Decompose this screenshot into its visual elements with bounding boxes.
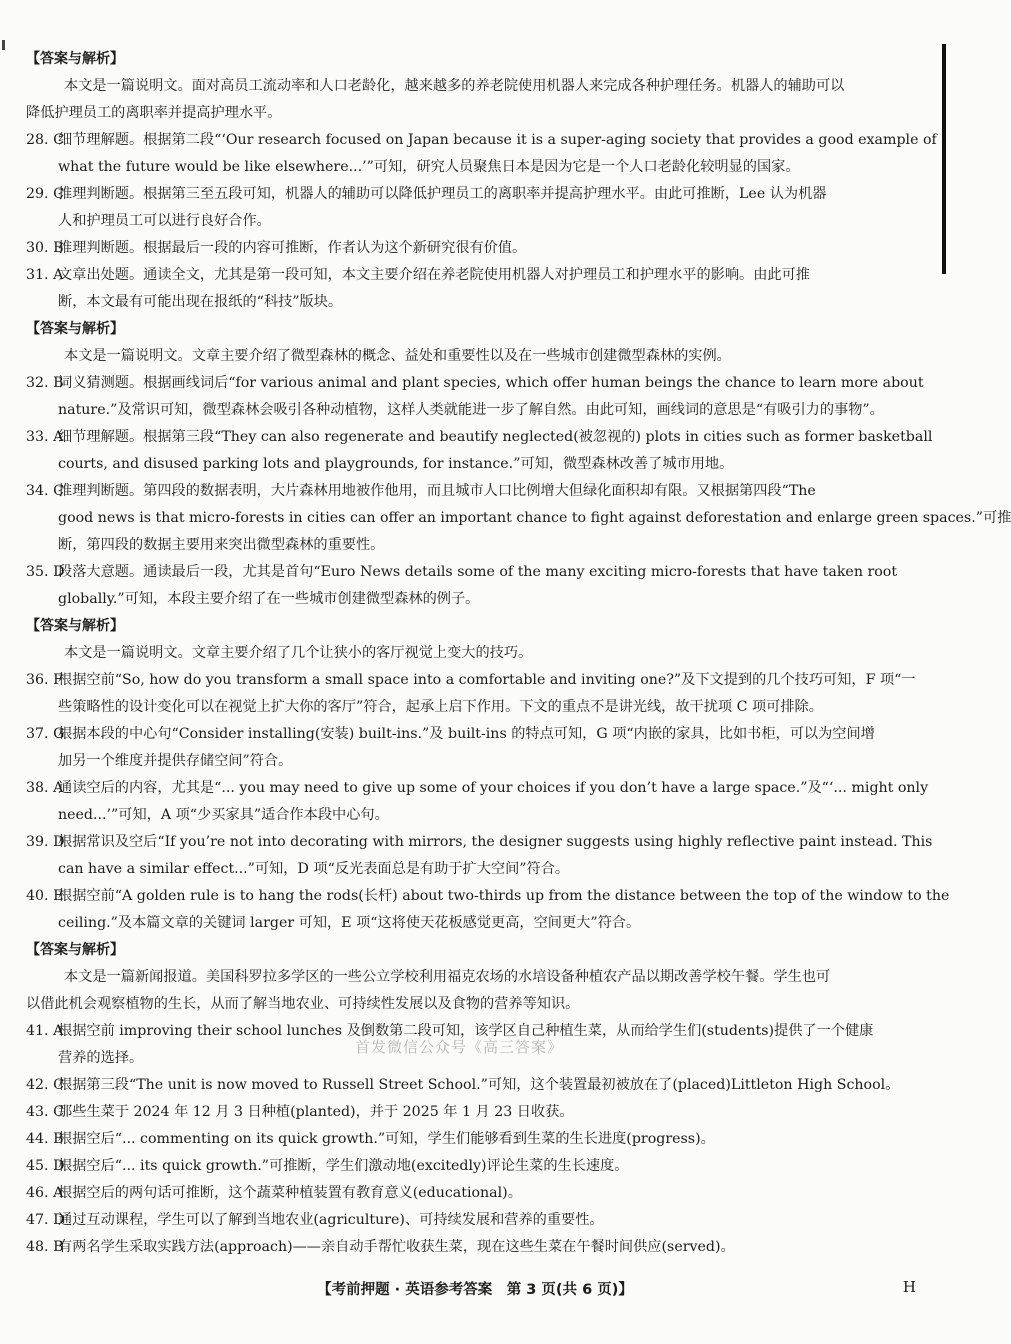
question-number: 30. B xyxy=(26,240,64,256)
answer-text: 推理判断题。根据第三至五段可知，机器人的辅助可以降低护理员工的离职率并提高护理水平。由此可推断，Lee 认为机器 xyxy=(58,186,827,202)
answer-item-continued: can have a similar effect...”可知，D 项“反光表面总是有助于扩大空间”符合。 xyxy=(58,861,570,877)
answer-text: 根据第三段“The unit is now moved to Russell Street School.”可知，这个装置最初被放在了(placed)Littleton High School。 xyxy=(58,1077,900,1093)
answer-text: 根据空前“A golden rule is to hang the rods(长杆) about two-thirds up from the distance between the top of the window to the xyxy=(58,888,950,904)
question-number: 33. A xyxy=(26,429,64,445)
question-number: 29. C xyxy=(26,186,64,202)
answer-item xyxy=(26,370,924,397)
answer-item xyxy=(26,829,933,856)
answer-text: 根据本段的中心句“Consider installing(安装) built-ins.”及 built-ins 的特点可知，G 项“内嵌的家具，比如书柜，可以为空间增 xyxy=(58,726,875,742)
scan-edge-bar xyxy=(942,44,946,274)
question-number: 41. A xyxy=(26,1023,64,1039)
answer-item xyxy=(26,1207,916,1234)
answer-item-continued: globally.”可知，本段主要介绍了在一些城市创建微型森林的例子。 xyxy=(58,591,480,607)
answer-item-continued: 营养的选择。 xyxy=(58,1050,144,1066)
answer-item-continued: 断，第四段的数据主要用来突出微型森林的重要性。 xyxy=(58,537,385,553)
section-header: 【答案与解析】 xyxy=(26,942,124,958)
answer-item xyxy=(26,559,916,586)
answer-item xyxy=(26,775,929,802)
answer-text: 根据空前“So, how do you transform a small space into a comfortable and inviting one?”及下文提到的几个技巧可知，F 项“一 xyxy=(58,672,916,688)
question-number: 44. B xyxy=(26,1131,64,1147)
section-header: 【答案与解析】 xyxy=(26,321,124,337)
answer-text: 段落大意题。通读最后一段，尤其是首句“Euro News details some of the many exciting micro-forests that have taken root xyxy=(58,564,898,580)
answer-item xyxy=(26,721,916,748)
question-number: 35. D xyxy=(26,564,65,580)
question-number: 28. C xyxy=(26,132,64,148)
answer-item xyxy=(26,1099,916,1126)
answer-text: 那些生菜于 2024 年 12 月 3 日种植(planted)，并于 2025 年 1 月 23 日收获。 xyxy=(58,1104,574,1120)
question-number: 36. F xyxy=(26,672,63,688)
answer-item-continued: ceiling.”及本篇文章的关键词 larger 可知，E 项“这将使天花板感觉更高，空间更大”符合。 xyxy=(58,915,641,931)
answer-item-continued: courts, and disused parking lots and playgrounds, for instance.”可知，微型森林改善了城市用地。 xyxy=(58,456,734,472)
answer-text: 文章出处题。通读全文，尤其是第一段可知，本文主要介绍在养老院使用机器人对护理员工和护理水平的影响。由此可推 xyxy=(58,267,810,283)
answer-item xyxy=(26,127,937,154)
answer-item-continued: need...’”可知，A 项“少买家具”适合作本段中心句。 xyxy=(58,807,389,823)
question-number: 42. C xyxy=(26,1077,64,1093)
answer-item xyxy=(26,667,916,694)
scan-edge-mark xyxy=(2,40,5,50)
answer-item-continued: good news is that micro-forests in cities can offer an important chance to fight against deforestation and enlarge green spaces.”可推 xyxy=(58,510,1011,526)
answer-text: 细节理解题。根据第二段“‘Our research focused on Japan because it is a super-aging society that provides a good example of xyxy=(58,132,937,148)
question-number: 43. C xyxy=(26,1104,64,1120)
answer-text: 推理判断题。根据最后一段的内容可推断，作者认为这个新研究很有价值。 xyxy=(58,240,527,256)
answer-item xyxy=(26,1180,916,1207)
question-number: 31. A xyxy=(26,267,64,283)
answer-item-continued: what the future would be like elsewhere...’”可知，研究人员聚焦日本是因为它是一个人口老龄化较明显的国家。 xyxy=(58,159,800,175)
question-number: 40. E xyxy=(26,888,64,904)
question-number: 37. G xyxy=(26,726,65,742)
answer-item-continued: 些策略性的设计变化可以在视觉上扩大你的客厅”符合，起承上启下作用。下文的重点不是讲光线，故干扰项 C 项可排除。 xyxy=(58,699,823,715)
answer-item-continued: 加另一个维度并提供存储空间”符合。 xyxy=(58,753,293,769)
section-intro-line: 本文是一篇说明文。文章主要介绍了微型森林的概念、益处和重要性以及在一些城市创建微型森林的实例。 xyxy=(64,348,731,364)
answer-item xyxy=(26,424,933,451)
question-number: 38. A xyxy=(26,780,64,796)
answer-text: 通过互动课程，学生可以了解到当地农业(agriculture)、可持续发展和营养的重要性。 xyxy=(58,1212,604,1228)
answer-item xyxy=(26,1126,916,1153)
answer-text: 有两名学生采取实践方法(approach)——亲自动手帮忙收获生菜，现在这些生菜在午餐时间供应(served)。 xyxy=(58,1239,735,1255)
answer-text: 根据常识及空后“If you’re not into decorating with mirrors, the designer suggests using highly reflective paint instead. This xyxy=(58,834,933,850)
question-number: 45. D xyxy=(26,1158,65,1174)
answer-item xyxy=(26,262,916,289)
answer-text: 词义猜测题。根据画线词后“for various animal and plant species, which offer human beings the chance to learn more about xyxy=(58,375,924,391)
answer-item xyxy=(26,1234,916,1261)
question-number: 47. D xyxy=(26,1212,65,1228)
answer-text: 推理判断题。第四段的数据表明，大片森林用地被作他用，而且城市人口比例增大但绿化面积却有限。又根据第四段“The xyxy=(58,483,816,499)
answer-text: 通读空后的内容，尤其是“... you may need to give up some of your choices if you don’t have a large space.”及“‘... might only xyxy=(58,780,929,796)
section-header: 【答案与解析】 xyxy=(26,618,124,634)
question-number: 34. C xyxy=(26,483,64,499)
answer-item xyxy=(26,478,916,505)
section-header: 【答案与解析】 xyxy=(26,51,124,67)
answer-text: 根据空前 improving their school lunches 及倒数第二段可知，该学区自己种植生菜，从而给学生们(students)提供了一个健康 xyxy=(58,1023,874,1039)
answer-text: 根据空后“... commenting on its quick growth.”可知，学生们能够看到生菜的生长进度(progress)。 xyxy=(58,1131,715,1147)
answer-text: 根据空后“... its quick growth.”可推断，学生们激动地(excitedly)评论生菜的生长速度。 xyxy=(58,1158,629,1174)
answer-item-continued: nature.”及常识可知，微型森林会吸引各种动植物，这样人类就能进一步了解自然。由此可知，画线词的意思是“有吸引力的事物”。 xyxy=(58,402,884,418)
answer-item xyxy=(26,1153,916,1180)
section-intro-line: 本文是一篇说明文。文章主要介绍了几个让狭小的客厅视觉上变大的技巧。 xyxy=(64,645,533,661)
answer-item-continued: 人和护理员工可以进行良好合作。 xyxy=(58,213,271,229)
watermark: 首发微信公众号《高三答案》 xyxy=(355,1038,564,1056)
page-footer: 【考前押题 · 英语参考答案 第 3 页(共 6 页)】 xyxy=(317,1282,633,1298)
section-intro-line: 本文是一篇说明文。面对高员工流动率和人口老龄化，越来越多的养老院使用机器人来完成各种护理任务。机器人的辅助可以 xyxy=(64,78,845,94)
answer-content xyxy=(26,46,1011,1261)
section-intro-line: 本文是一篇新闻报道。美国科罗拉多学区的一些公立学校利用福克农场的水培设备种植农产品以期改善学校午餐。学生也可 xyxy=(64,969,831,985)
answer-item xyxy=(26,181,916,208)
footer-letter: H xyxy=(902,1278,916,1296)
answer-text: 根据空后的两句话可推断，这个蔬菜种植装置有教育意义(educational)。 xyxy=(58,1185,522,1201)
answer-item-continued: 断，本文最有可能出现在报纸的“科技”版块。 xyxy=(58,294,343,310)
answer-item xyxy=(26,1072,916,1099)
question-number: 48. B xyxy=(26,1239,64,1255)
answer-item xyxy=(26,235,916,262)
question-number: 46. A xyxy=(26,1185,64,1201)
answer-text: 细节理解题。根据第三段“They can also regenerate and beautify neglected(被忽视的) plots in cities such as former basketball xyxy=(58,429,933,445)
answer-item xyxy=(26,883,950,910)
section-intro-line: 降低护理员工的离职率并提高护理水平。 xyxy=(26,105,282,121)
section-intro-line: 以借此机会观察植物的生长，从而了解当地农业、可持续性发展以及食物的营养等知识。 xyxy=(26,996,580,1012)
question-number: 39. D xyxy=(26,834,65,850)
question-number: 32. B xyxy=(26,375,64,391)
